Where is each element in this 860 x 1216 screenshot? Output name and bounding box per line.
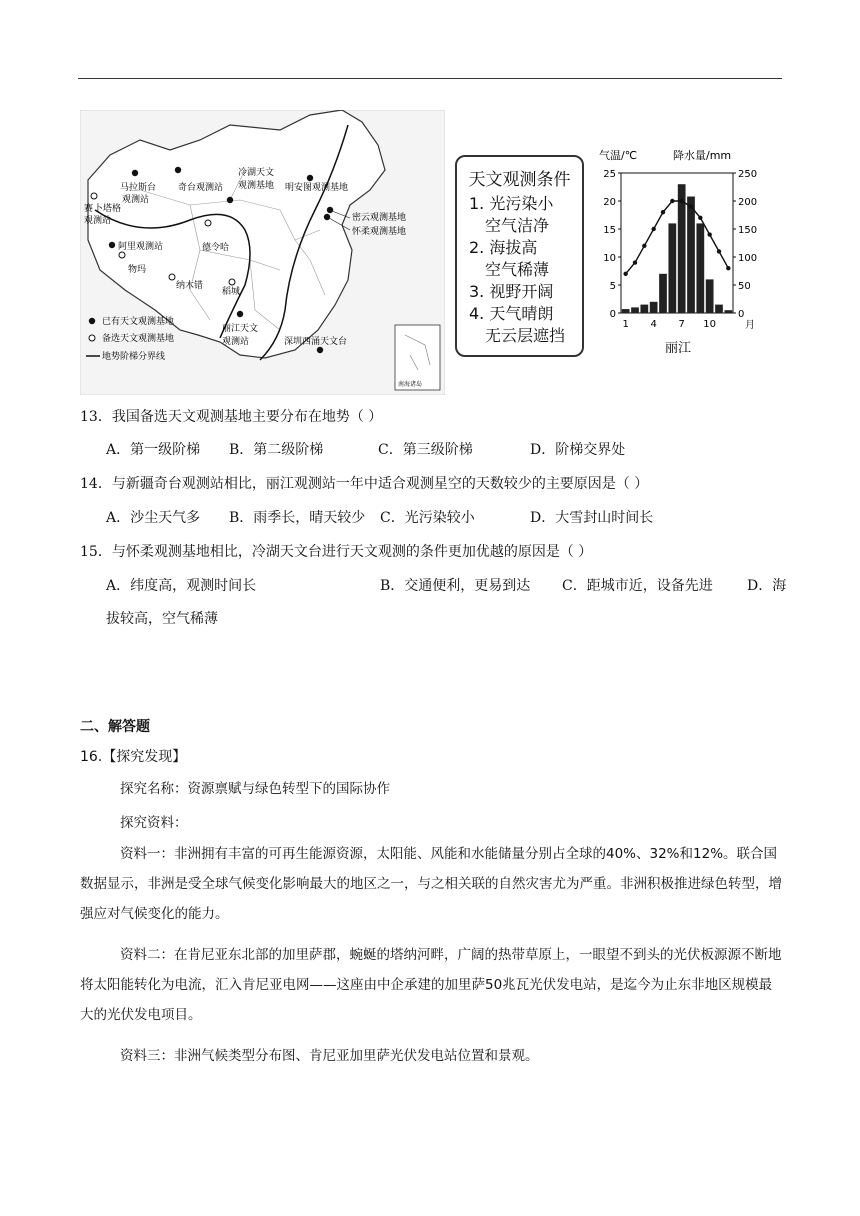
left-tick-label: 0 (609, 309, 616, 320)
label-mingantu: 明安图观测基地 (285, 183, 349, 193)
nanhai-label: 南海诸岛 (398, 381, 423, 388)
label-lenghu2: 观测基地 (238, 181, 275, 191)
chart-title: 丽江 (665, 341, 692, 356)
q14-stem: 14．与新疆奇台观测站相比，丽江观测站一年中适合观测星空的天数较少的主要原因是（ ） (80, 476, 649, 492)
condition-line: 4. 天气晴朗 (469, 304, 554, 323)
condition-line: 空气洁净 (485, 216, 550, 235)
precip-bar (687, 197, 695, 313)
right-tick-label: 150 (738, 225, 758, 236)
label-malasitai2: 观测站 (122, 195, 150, 205)
q15-option-d-cont: 拔较高，空气稀薄 (106, 611, 218, 627)
right-tick-label: 50 (738, 281, 751, 292)
precip-bar (650, 302, 658, 313)
label-ali: 阿里观测站 (118, 242, 164, 252)
right-tick-label: 100 (738, 253, 758, 264)
xlabel: 月 (745, 320, 755, 331)
ylabel-left: 气温/℃ (599, 149, 638, 162)
label-namucuo: 纳木错 (176, 281, 204, 291)
marker-wuma (119, 252, 125, 258)
condition-line: 无云层遮挡 (485, 326, 566, 345)
condition-line: 2. 海拔高 (469, 238, 538, 257)
precip-bar (659, 274, 667, 313)
temperature-point (717, 249, 721, 253)
lijiang-climate-chart (595, 145, 770, 395)
q16-title: 16.【探究发现】 (80, 749, 187, 765)
label-huairou: 怀柔观测基地 (352, 227, 407, 237)
temperature-point (726, 266, 730, 270)
temperature-point (689, 204, 693, 208)
legend-boundary: 地势阶梯分界线 (102, 352, 166, 362)
right-tick-label: 250 (738, 169, 758, 180)
right-tick-label: 200 (738, 197, 758, 208)
q14-option-d[interactable]: D．大雪封山时间长 (530, 510, 654, 526)
marker-mingantu (307, 175, 313, 181)
q16-materials-label: 探究资料： (120, 815, 188, 831)
q13-stem: 13．我国备选天文观测基地主要分布在地势（ ） (80, 409, 383, 425)
temperature-point (642, 244, 646, 248)
marker-huairou (324, 214, 330, 220)
marker-sailimu (91, 193, 97, 199)
left-tick-label: 25 (603, 169, 616, 180)
legend-existing-icon (89, 318, 95, 324)
q13-option-b[interactable]: B．第二级阶梯 (229, 442, 324, 458)
plot-frame (621, 173, 733, 313)
q13-option-a[interactable]: A．第一级阶梯 (106, 442, 201, 458)
condition-line: 1. 光污染小 (469, 194, 554, 213)
label-lenghu1: 冷湖天文 (238, 168, 275, 178)
material-3: 资料三：非洲气候类型分布图、肯尼亚加里萨光伏发电站位置和景观。 (120, 1048, 539, 1064)
temperature-point (661, 210, 665, 214)
temperature-line (626, 201, 729, 274)
marker-delingha (205, 220, 211, 226)
q15-option-b[interactable]: B．交通便利，更易到达 (380, 578, 531, 594)
x-tick-label: 4 (650, 319, 657, 330)
precip-bar (622, 309, 630, 313)
q14-option-c[interactable]: C．光污染较小 (380, 510, 475, 526)
marker-lenghu (227, 197, 233, 203)
precip-bar (640, 305, 648, 313)
marker-daocheng (229, 279, 235, 285)
x-tick-label: 7 (678, 319, 685, 330)
material-1: 资料一：非洲拥有丰富的可再生能源资源，太阳能、风能和水能储量分别占全球的40%、32%和12%。联合国数据显示，非洲是受全球气候变化影响最大的地区之一，与之相关联的自然灾害尤为严重。非洲积极推进绿色转型，增强应对气候变化的能力。 (80, 846, 782, 922)
legend-candidate-icon (89, 335, 95, 341)
q15-option-a[interactable]: A．纬度高，观测时间长 (106, 578, 257, 594)
label-qitai: 奇台观测站 (178, 183, 224, 193)
x-tick-label: 1 (622, 319, 629, 330)
marker-miyun (327, 207, 333, 213)
condition-line: 空气稀薄 (485, 260, 550, 279)
section-heading: 二、解答题 (80, 719, 150, 735)
q13-option-c[interactable]: C．第三级阶梯 (378, 442, 473, 458)
precip-bar (706, 279, 714, 313)
q15-stem: 15．与怀柔观测基地相比，冷湖天文台进行天文观测的条件更加优越的原因是（ ） (80, 544, 593, 560)
marker-namucuo (169, 274, 175, 280)
legend-existing: 已有天文观测基地 (102, 317, 175, 327)
label-sailimu2: 卜塔格 (94, 204, 122, 214)
q13-option-d[interactable]: D．阶梯交界处 (530, 442, 626, 458)
q15-option-d[interactable]: D．海 (747, 578, 787, 594)
label-shenzhen: 深圳西涌天文台 (284, 337, 348, 347)
conditions-title: 天文观测条件 (468, 170, 571, 190)
temperature-point (670, 199, 674, 203)
conditions-box (455, 155, 584, 357)
label-lijiang1: 丽江天文 (222, 324, 259, 334)
label-sailimu3: 观测站 (84, 216, 112, 226)
left-tick-label: 5 (609, 281, 616, 292)
precip-bar (715, 305, 723, 313)
x-tick-label: 10 (703, 319, 717, 330)
material-2: 资料二：在肯尼亚东北部的加里萨郡，蜿蜒的塔纳河畔，广阔的热带草原上，一眼望不到头的光伏板源源不断地将太阳能转化为电流，汇入肯尼亚电网——这座由中企承建的加里萨50兆瓦光伏发电站，是迄今为止东非地区规模最大的光伏发电项目。 (80, 947, 782, 1023)
label-malasitai: 马拉斯台 (120, 183, 157, 193)
left-tick-label: 10 (603, 253, 616, 264)
label-daocheng: 稻城 (222, 287, 241, 297)
label-lijiang2: 观测站 (222, 337, 250, 347)
left-tick-label: 20 (603, 197, 616, 208)
label-miyun: 密云观测基地 (352, 213, 407, 223)
q16-name: 探究名称：资源禀赋与绿色转型下的国际协作 (120, 781, 390, 797)
right-tick-label: 0 (738, 309, 745, 320)
condition-line: 3. 视野开阔 (469, 282, 554, 301)
marker-ali (109, 242, 115, 248)
temperature-point (679, 199, 683, 203)
temperature-point (623, 272, 627, 276)
marker-shenzhen (317, 347, 323, 353)
temperature-point (633, 260, 637, 264)
precip-bar (631, 307, 639, 313)
q15-option-c[interactable]: C．距城市近，设备先进 (562, 578, 713, 594)
precip-bar (696, 223, 704, 313)
marker-lijiang (237, 311, 243, 317)
temperature-point (707, 232, 711, 236)
q14-option-b[interactable]: B．雨季长，晴天较少 (229, 510, 366, 526)
temperature-point (651, 227, 655, 231)
label-sailimu1: 赛 (84, 204, 94, 214)
precip-bar (668, 223, 676, 313)
marker-malasitai (132, 170, 138, 176)
china-map (80, 110, 445, 395)
ylabel-right: 降水量/mm (673, 149, 732, 162)
label-wuma: 物玛 (128, 265, 147, 275)
precip-bar (678, 184, 686, 313)
marker-qitai (175, 167, 181, 173)
q14-option-a[interactable]: A．沙尘天气多 (106, 510, 201, 526)
precip-bar (724, 310, 732, 313)
chart-plot-area (603, 169, 757, 330)
label-delingha: 德令哈 (202, 243, 230, 253)
left-tick-label: 15 (603, 225, 616, 236)
header-rule (78, 78, 782, 79)
temperature-point (698, 216, 702, 220)
figure (80, 110, 780, 395)
legend-candidate: 备选天文观测基地 (102, 334, 175, 344)
